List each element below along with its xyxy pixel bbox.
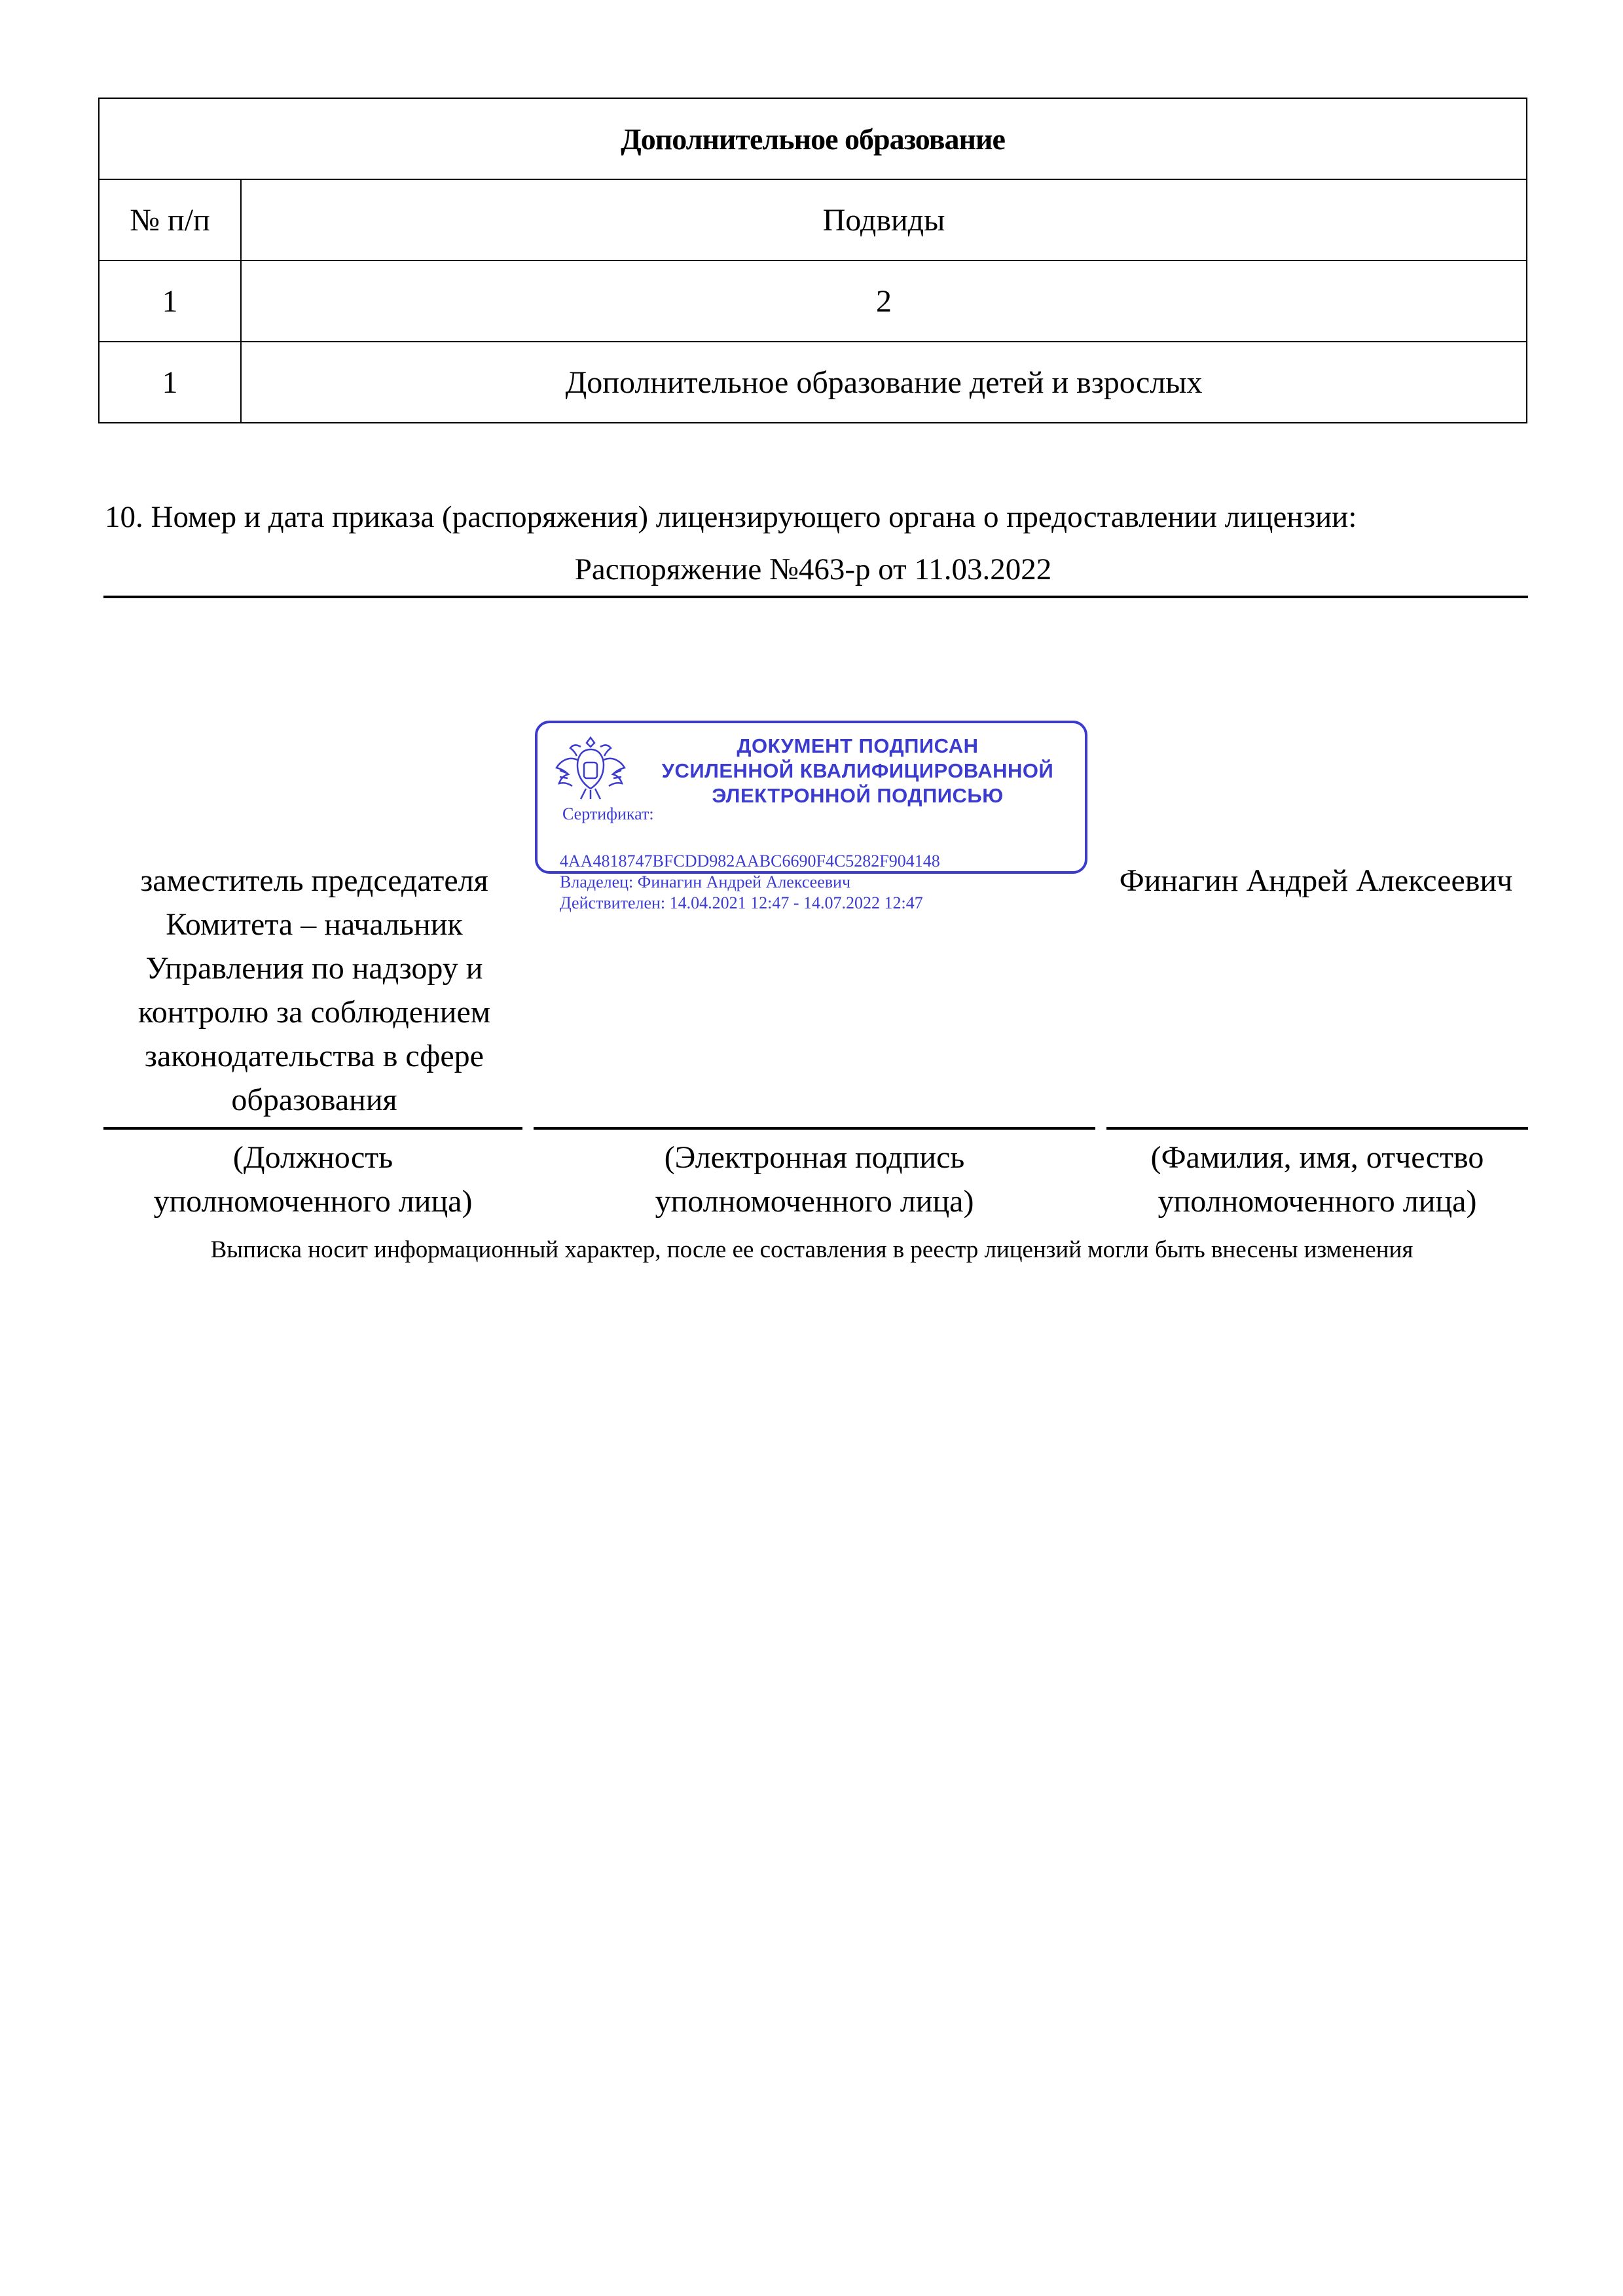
table-numbering-row bbox=[99, 260, 1527, 342]
stamp-line-3: ЭЛЕКТРОННОЙ ПОДПИСЬЮ bbox=[712, 784, 1004, 807]
position-line: законодательства в сфере bbox=[145, 1039, 484, 1073]
position-line: контролю за соблюдением bbox=[137, 995, 491, 1030]
caption-full-name bbox=[1106, 1136, 1528, 1223]
additional-education-table bbox=[98, 98, 1527, 423]
position-line: образования bbox=[231, 1083, 397, 1117]
table-title-row bbox=[99, 98, 1527, 179]
row-subtype: Дополнительное образование детей и взрослых bbox=[241, 342, 1527, 423]
position-line: заместитель председателя bbox=[140, 863, 488, 898]
table-header-row bbox=[99, 179, 1527, 260]
caption-line: уполномоченного лица) bbox=[655, 1184, 974, 1219]
row-number: 1 bbox=[99, 342, 241, 423]
caption-position bbox=[103, 1136, 522, 1223]
header-subtypes: Подвиды bbox=[241, 179, 1527, 260]
order-reference: Распоряжение №463-р от 11.03.2022 bbox=[574, 552, 1052, 586]
informational-note: Выписка носит информационный характер, после ее составления в реестр лицензий могли быть внесены изменения bbox=[210, 1236, 1413, 1263]
table-title: Дополнительное образование bbox=[99, 98, 1527, 179]
stamp-details bbox=[560, 851, 940, 914]
caption-line: уполномоченного лица) bbox=[1158, 1184, 1477, 1219]
numbering-cell-2: 2 bbox=[241, 260, 1527, 342]
certificate-number: 4AA4818747BFCDD982AABC6690F4C5282F904148 bbox=[560, 852, 940, 870]
section-10-text: 10. Номер и дата приказа (распоряжения) лицензирующего органа о предоставлении лицензии: bbox=[105, 500, 1357, 534]
official-position bbox=[105, 859, 524, 1122]
caption-line: (Должность bbox=[232, 1140, 393, 1175]
position-line: Комитета – начальник bbox=[166, 907, 463, 942]
signature-underline bbox=[534, 1127, 1095, 1130]
caption-line: (Фамилия, имя, отчество bbox=[1150, 1140, 1484, 1175]
certificate-label: Сертификат: bbox=[562, 804, 654, 823]
position-line: Управления по надзору и bbox=[145, 951, 483, 986]
order-underline bbox=[103, 596, 1528, 598]
caption-line: уполномоченного лица) bbox=[153, 1184, 473, 1219]
name-underline bbox=[1106, 1127, 1528, 1130]
numbering-cell-1: 1 bbox=[99, 260, 241, 342]
certificate-owner: Владелец: Финагин Андрей Алексеевич bbox=[560, 872, 851, 891]
header-number: № п/п bbox=[99, 179, 241, 260]
stamp-line-2: УСИЛЕННОЙ КВАЛИФИЦИРОВАННОЙ bbox=[661, 759, 1054, 782]
caption-line: (Электронная подпись bbox=[664, 1140, 965, 1175]
caption-signature bbox=[534, 1136, 1095, 1223]
stamp-line-1: ДОКУМЕНТ ПОДПИСАН bbox=[737, 734, 979, 757]
certificate-validity: Действителен: 14.04.2021 12:47 - 14.07.2022 12:47 bbox=[560, 893, 923, 912]
official-full-name: Финагин Андрей Алексеевич bbox=[1119, 863, 1513, 898]
russian-coat-of-arms-icon bbox=[552, 732, 629, 804]
position-underline bbox=[103, 1127, 522, 1130]
table-row bbox=[99, 342, 1527, 423]
